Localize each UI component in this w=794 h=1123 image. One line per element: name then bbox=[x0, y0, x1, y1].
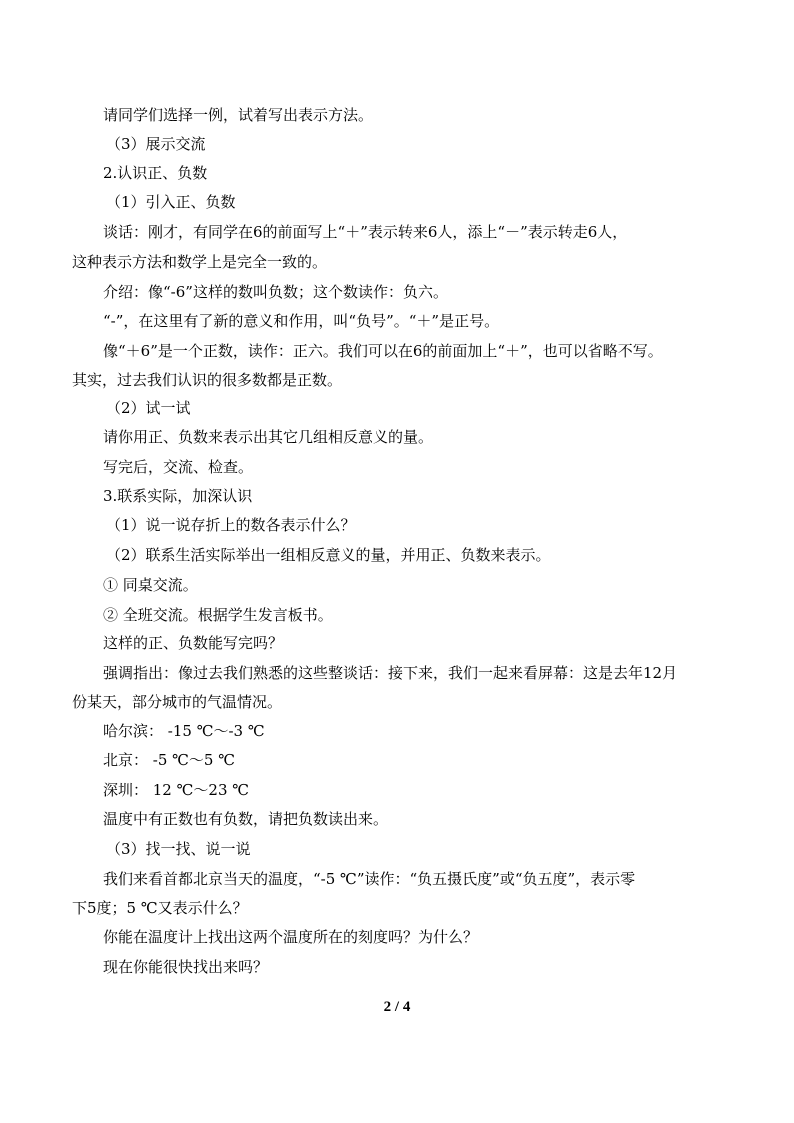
paragraph: 请你用正、负数来表示出其它几组相反意义的量。 bbox=[103, 428, 434, 446]
section-heading: 2.认识正、负数 bbox=[103, 164, 208, 182]
section-heading: （1）引入正、负数 bbox=[106, 193, 236, 211]
paragraph: 你能在温度计上找出这两个温度所在的刻度吗？为什么？ bbox=[103, 928, 479, 946]
list-item: ① 同桌交流。 bbox=[103, 576, 198, 594]
temperature-line: 哈尔滨： -15 ℃～-3 ℃ bbox=[103, 722, 265, 740]
paragraph: 这种表示方法和数学上是完全一致的。 bbox=[72, 253, 328, 271]
temperature-line: 北京： -5 ℃～5 ℃ bbox=[103, 751, 236, 769]
paragraph: 谈话：刚才，有同学在6的前面写上“＋”表示转来6人，添上“－”表示转走6人， bbox=[103, 223, 628, 241]
page-number: 2 / 4 bbox=[383, 999, 411, 1015]
section-heading: （2）试一试 bbox=[106, 399, 191, 417]
section-heading: （3）找一找、说一说 bbox=[106, 840, 251, 858]
list-item: （2）联系生活实际举出一组相反意义的量，并用正、负数来表示。 bbox=[106, 546, 551, 564]
list-item: （1）说一说存折上的数各表示什么？ bbox=[106, 516, 356, 534]
paragraph: “-”，在这里有了新的意义和作用，叫“负号”。“＋”是正号。 bbox=[103, 312, 500, 330]
paragraph: 这样的正、负数能写完吗？ bbox=[103, 634, 284, 652]
temperature-line: 深圳： 12 ℃～23 ℃ bbox=[103, 781, 250, 799]
paragraph: 像“＋6”是一个正数，读作：正六。我们可以在6的前面加上“＋”，也可以省略不写。 bbox=[103, 342, 663, 360]
paragraph: 介绍：像“-6”这样的数叫负数；这个数读作：负六。 bbox=[103, 283, 448, 301]
paragraph: 我们来看首都北京当天的温度，“-5 ℃”读作：“负五摄氏度”或“负五度”，表示零 bbox=[103, 870, 636, 888]
paragraph: 份某天，部分城市的气温情况。 bbox=[72, 693, 283, 711]
paragraph: 其实，过去我们认识的很多数都是正数。 bbox=[72, 371, 343, 389]
paragraph: 下5度；5 ℃又表示什么？ bbox=[72, 899, 248, 917]
section-heading: 3.联系实际，加深认识 bbox=[103, 487, 253, 505]
paragraph: 写完后，交流、检查。 bbox=[103, 458, 254, 476]
paragraph: 请同学们选择一例，试着写出表示方法。 bbox=[103, 106, 374, 124]
paragraph: 温度中有正数也有负数，请把负数读出来。 bbox=[103, 810, 389, 828]
paragraph: 现在你能很快找出来吗？ bbox=[103, 958, 269, 976]
paragraph: 强调指出：像过去我们熟悉的这些整谈话：接下来，我们一起来看屏幕：这是去年12月 bbox=[103, 664, 678, 682]
section-heading: （3）展示交流 bbox=[106, 135, 206, 153]
list-item: ② 全班交流。根据学生发言板书。 bbox=[103, 606, 333, 624]
